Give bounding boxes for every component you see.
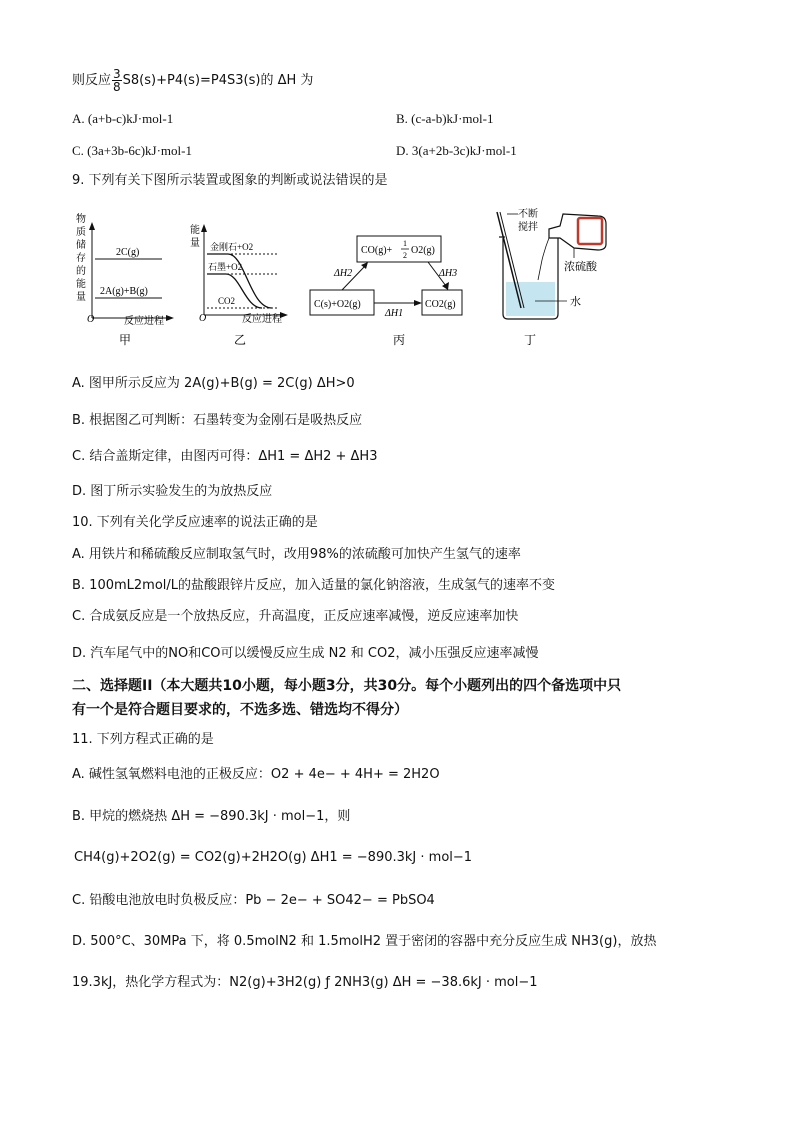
yi-ylabel-0: 能: [190, 225, 200, 236]
yi-level2: 石墨+O2: [208, 262, 243, 272]
section2-heading-line2: 有一个是符合题目要求的，不选多选、错选均不得分）: [72, 702, 408, 718]
q9-stem: 9. 下列有关下图所示装置或图象的判断或说法错误的是: [72, 173, 388, 188]
q9-option-b: B. 根据图乙可判断：石墨转变为金刚石是吸热反应: [72, 413, 363, 428]
ding-stir-2: 搅拌: [518, 222, 538, 233]
bing-top-left: CO(g)+: [361, 245, 393, 256]
q11-option-b-line1: B. 甲烷的燃烧热 ΔH = −890.3kJ · mol−1，则: [72, 809, 351, 824]
jia-ylabel-4: 的: [76, 266, 86, 277]
yi-origin: O: [199, 313, 207, 324]
q8-option-a: A. (a+b-c)kJ·mol-1: [72, 111, 174, 126]
bing-dh2: ΔH2: [334, 268, 353, 279]
q11-option-c: C. 铅酸电池放电时负极反应：Pb − 2e− + SO42− = PbSO4: [72, 893, 435, 908]
bing-top-frac-num: 1: [403, 239, 407, 248]
bing-left-box: C(s)+O2(g): [314, 299, 361, 310]
q8-reaction: S8(s)+P4(s)=P4S3(s)的 ΔH 为: [122, 73, 314, 88]
ding-stir-1: 不断: [518, 209, 538, 220]
bing-top-frac-den: 2: [403, 251, 407, 260]
jia-ylabel-0: 物: [76, 214, 86, 225]
q10-option-d: D. 汽车尾气中的NO和CO可以缓慢反应生成 N2 和 CO2，减小压强反应速率减慢: [72, 646, 539, 661]
yi-caption: 乙: [234, 333, 247, 347]
bing-dh1: ΔH1: [385, 308, 404, 319]
q9-figures: [0, 200, 794, 350]
jia-ylabel-3: 存: [76, 253, 86, 264]
q11-option-d-line2: 19.3kJ，热化学方程式为：N2(g)+3H2(g) ƒ 2NH3(g) ΔH = −38.6kJ · mol−1: [72, 975, 538, 990]
figure-bing: [310, 236, 462, 347]
bing-right-box: CO2(g): [425, 299, 456, 310]
yi-level3: CO2: [218, 296, 236, 306]
q8-option-d: D. 3(a+2b-3c)kJ·mol-1: [396, 143, 517, 158]
q11-option-a: A. 碱性氢氧燃料电池的正极反应：O2 + 4e− + 4H+ = 2H2O: [72, 767, 440, 782]
q10-stem: 10. 下列有关化学反应速率的说法正确的是: [72, 515, 318, 530]
q10-option-b: B. 100mL2mol/L的盐酸跟锌片反应，加入适量的氯化钠溶液，生成氢气的速率不变: [72, 578, 556, 593]
jia-xlabel: 反应进程: [124, 316, 164, 327]
yi-ylabel-1: 量: [190, 238, 200, 249]
jia-ylabel-5: 能: [76, 279, 86, 290]
ding-caption: 丁: [524, 333, 537, 347]
jia-ylabel-6: 量: [76, 292, 86, 303]
bing-top-right: O2(g): [411, 245, 435, 256]
figure-jia: [76, 212, 174, 347]
figure-yi: [190, 223, 288, 347]
q8-option-c: C. (3a+3b-6c)kJ·mol-1: [72, 143, 192, 158]
bing-caption: 丙: [393, 333, 406, 347]
figure-ding: [497, 207, 606, 347]
jia-upper-label: 2C(g): [116, 247, 140, 258]
q8-fraction: $\frac{3}{8}$: [113, 67, 121, 94]
q11-option-d-line1: D. 500°C、30MPa 下，将 0.5molN2 和 1.5molH2 置于密闭的容器中充分反应生成 NH3(g)，放热: [72, 934, 657, 949]
ding-water-label: 水: [570, 296, 581, 308]
ding-acid-label: 浓硫酸: [564, 261, 597, 273]
jia-caption: 甲: [119, 333, 132, 347]
yi-level1: 金刚石+O2: [210, 242, 254, 252]
q8-stem: 则反应 $\frac{3}{8}$ S8(s)+P4(s)=P4S3(s)的 ΔH 为: [72, 67, 314, 94]
jia-ylabel-2: 储: [76, 240, 86, 251]
q9-option-c: C. 结合盖斯定律，由图丙可得：ΔH1 = ΔH2 + ΔH3: [72, 449, 378, 464]
q10-option-a: A. 用铁片和稀硫酸反应制取氢气时，改用98%的浓硫酸可加快产生氢气的速率: [72, 547, 521, 562]
q11-stem: 11. 下列方程式正确的是: [72, 732, 214, 747]
q9-option-a: A. 图甲所示反应为 2A(g)+B(g) = 2C(g) ΔH>0: [72, 376, 355, 391]
q8-option-b: B. (c-a-b)kJ·mol-1: [396, 111, 494, 126]
jia-lower-label: 2A(g)+B(g): [100, 286, 148, 297]
jia-ylabel-1: 质: [76, 227, 86, 238]
jia-origin: O: [87, 314, 95, 325]
section2-heading-line1: 二、选择题II（本大题共10小题，每小题3分，共30分。每个小题列出的四个备选项中只: [72, 678, 622, 694]
bing-dh3: ΔH3: [439, 268, 458, 279]
q9-option-d: D. 图丁所示实验发生的为放热反应: [72, 484, 273, 499]
q10-option-c: C. 合成氨反应是一个放热反应，升高温度，正反应速率减慢，逆反应速率加快: [72, 609, 519, 624]
yi-xlabel: 反应进程: [242, 314, 282, 325]
q11-option-b-equation: CH4(g)+2O2(g) = CO2(g)+2H2O(g) ΔH1 = −890.3kJ · mol−1: [74, 850, 473, 865]
